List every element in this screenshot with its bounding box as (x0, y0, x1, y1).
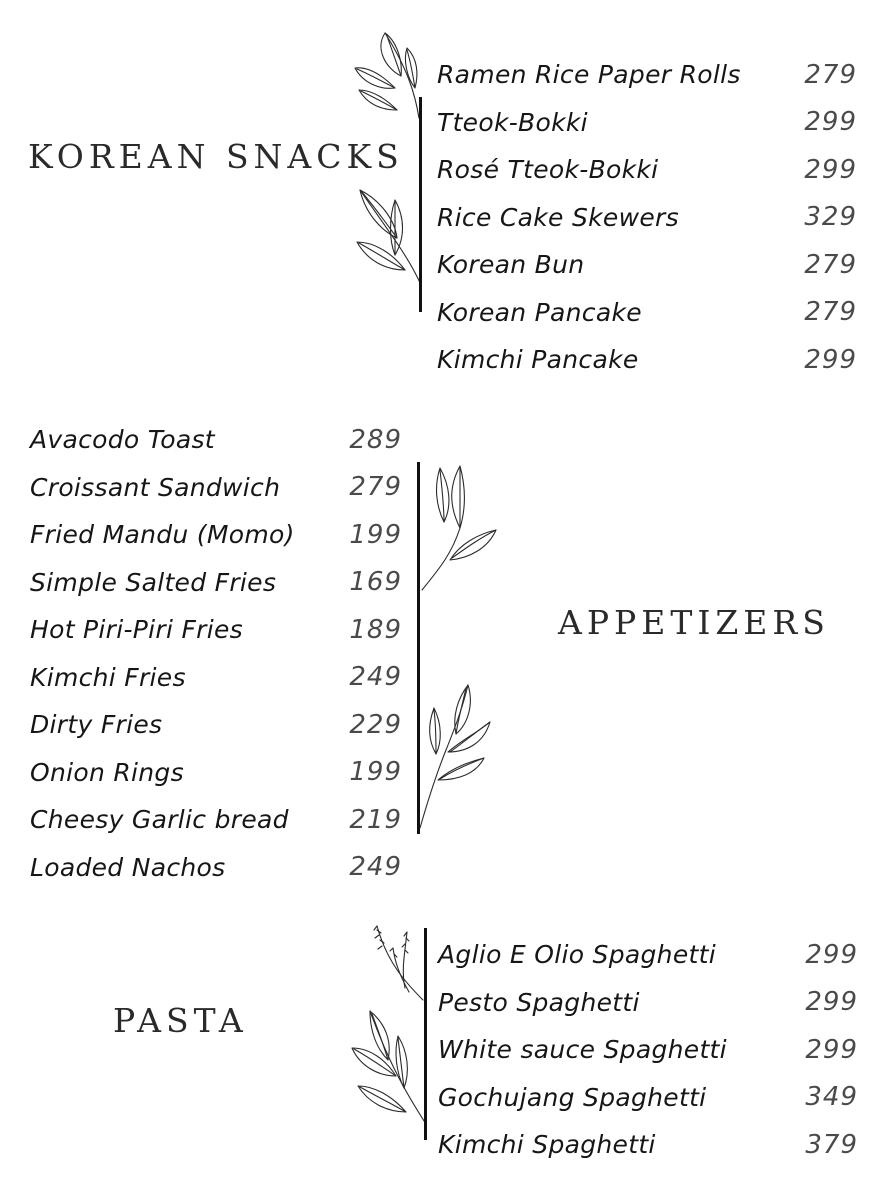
item-name: Korean Bun (437, 250, 585, 280)
item-name: Cheesy Garlic bread (30, 805, 289, 835)
item-price: 279 (804, 59, 857, 90)
menu-item (437, 51, 857, 99)
menu-item (438, 1121, 858, 1169)
lavender-sprig-icon (365, 922, 425, 1002)
item-name: Rice Cake Skewers (437, 202, 679, 232)
item-name: Fried Mandu (Momo) (30, 520, 295, 550)
item-price: 189 (349, 614, 402, 645)
item-price: 219 (349, 804, 402, 835)
item-price: 299 (805, 1034, 858, 1065)
item-name: Simple Salted Fries (30, 567, 277, 597)
leaf-branch-icon (355, 180, 425, 285)
item-name: Tteok-Bokki (437, 107, 588, 137)
menu-item (30, 796, 402, 844)
item-name: Aglio E Olio Spaghetti (438, 940, 716, 970)
item-name: Onion Rings (30, 757, 184, 787)
item-name: Dirty Fries (30, 710, 163, 740)
section-title-korean-snacks: KOREAN SNACKS (28, 137, 404, 176)
menu-item (437, 336, 857, 384)
item-name: Ramen Rice Paper Rolls (437, 60, 741, 90)
menu-item (30, 749, 402, 797)
item-name: Hot Piri-Piri Fries (30, 615, 244, 645)
leaf-branch-icon (418, 680, 498, 830)
item-name: Kimchi Spaghetti (438, 1130, 656, 1160)
item-price: 279 (804, 249, 857, 280)
menu-list-korean-snacks (437, 51, 857, 384)
menu-item (437, 99, 857, 147)
menu-item (30, 606, 402, 654)
menu-item (30, 416, 402, 464)
menu-item (437, 241, 857, 289)
menu-item (30, 511, 402, 559)
menu-item (438, 1074, 858, 1122)
divider-line (424, 928, 427, 1140)
item-price: 299 (804, 344, 857, 375)
item-price: 299 (804, 154, 857, 185)
menu-item (437, 289, 857, 337)
menu-list-appetizers (30, 416, 402, 891)
item-price: 249 (349, 662, 402, 693)
menu-item (438, 931, 858, 979)
menu-item (30, 559, 402, 607)
item-price: 169 (349, 567, 402, 598)
menu-item (437, 146, 857, 194)
item-name: Avacodo Toast (30, 425, 215, 455)
section-title-pasta: PASTA (113, 1001, 248, 1040)
leaf-branch-icon (345, 28, 425, 118)
item-price: 199 (349, 519, 402, 550)
leaf-branch-icon (350, 1006, 428, 1126)
menu-item (30, 464, 402, 512)
menu-list-pasta (438, 931, 858, 1169)
item-name: Rosé Tteok-Bokki (437, 155, 659, 185)
item-price: 299 (805, 939, 858, 970)
divider-line (419, 97, 422, 312)
item-price: 249 (349, 852, 402, 883)
menu-item (438, 1026, 858, 1074)
item-name: Pesto Spaghetti (438, 987, 640, 1017)
item-price: 349 (805, 1082, 858, 1113)
item-price: 229 (349, 709, 402, 740)
item-name: Gochujang Spaghetti (438, 1082, 707, 1112)
menu-item (30, 654, 402, 702)
item-name: Loaded Nachos (30, 852, 226, 882)
item-price: 279 (349, 472, 402, 503)
item-price: 329 (804, 202, 857, 233)
item-name: White sauce Spaghetti (438, 1035, 727, 1065)
item-name: Kimchi Fries (30, 662, 186, 692)
leaf-branch-icon (420, 458, 500, 593)
menu-item (30, 701, 402, 749)
menu-item (438, 979, 858, 1027)
item-price: 299 (805, 987, 858, 1018)
item-price: 279 (804, 297, 857, 328)
item-price: 379 (805, 1129, 858, 1160)
item-price: 299 (804, 107, 857, 138)
item-price: 199 (349, 757, 402, 788)
item-name: Korean Pancake (437, 297, 642, 327)
menu-item (30, 844, 402, 892)
section-title-appetizers: APPETIZERS (558, 603, 830, 642)
item-price: 289 (349, 424, 402, 455)
item-name: Kimchi Pancake (437, 345, 639, 375)
menu-item (437, 194, 857, 242)
item-name: Croissant Sandwich (30, 472, 281, 502)
